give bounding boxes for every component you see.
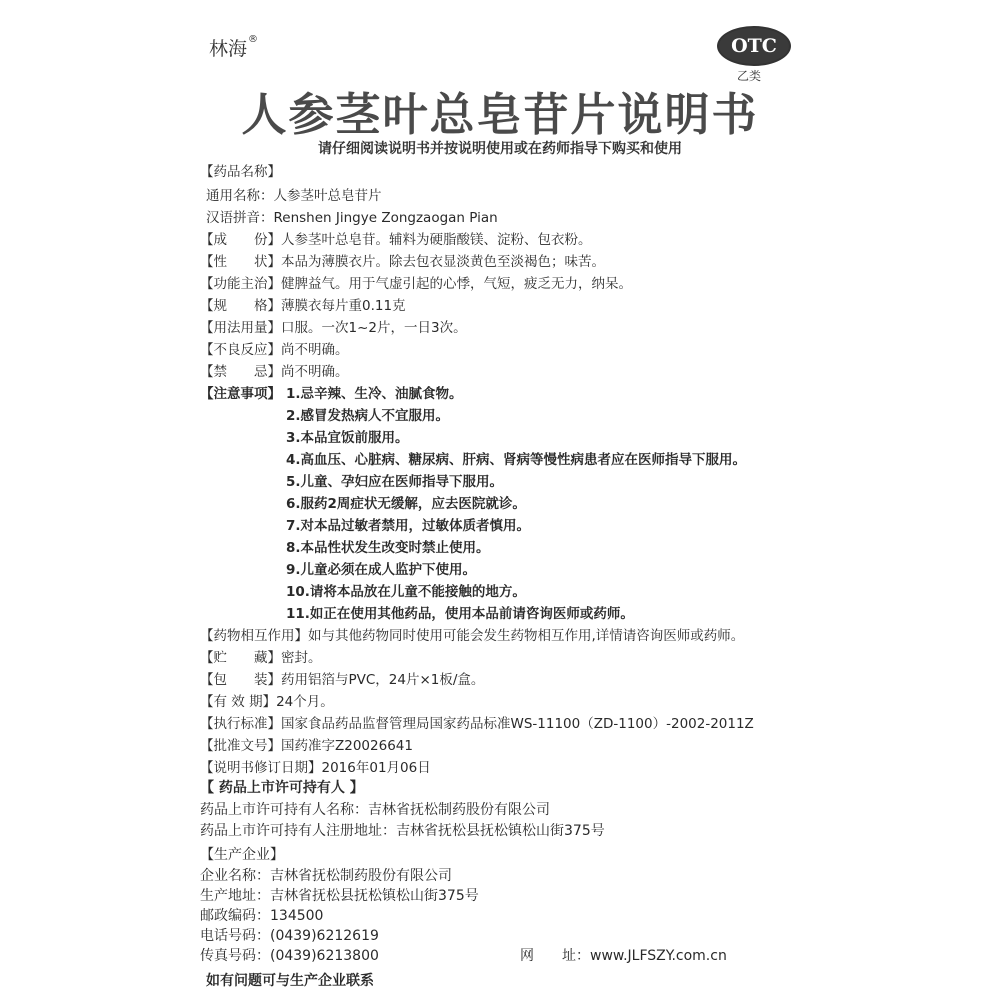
holder-heading: 【 药品上市许可持有人 】 (200, 780, 364, 796)
character-value: 本品为薄膜衣片。除去包衣显淡黄色至淡褐色；味苦。 (281, 254, 605, 270)
character-label: 【性 状】 (200, 254, 281, 270)
function-row (200, 274, 632, 294)
phone-label: 电话号码： (200, 928, 270, 944)
phone-row (200, 926, 379, 946)
storage-row (200, 648, 322, 668)
web-label: 网 址： (520, 948, 590, 964)
web-value: www.JLFSZY.com.cn (590, 948, 727, 964)
note-item-9: 9.儿童必须在成人监护下使用。 (286, 562, 477, 578)
function-label: 【功能主治】 (200, 276, 281, 292)
postcode-row (200, 906, 323, 926)
adverse-value: 尚不明确。 (281, 342, 349, 358)
usage-value: 口服。一次1~2片，一日3次。 (281, 320, 467, 336)
company-row (200, 866, 452, 886)
producer-heading: 【生产企业】 (200, 847, 284, 863)
spec-label: 【规 格】 (200, 298, 281, 314)
holder-address-row (200, 821, 605, 841)
notes-heading: 【注意事项】 (200, 386, 281, 402)
registered-mark: ® (248, 34, 259, 45)
company-value: 吉林省抚松制药股份有限公司 (270, 868, 452, 884)
holder-name-label: 药品上市许可持有人名称： (200, 802, 368, 818)
package-row (200, 670, 484, 690)
pinyin-label: 汉语拼音： (206, 210, 274, 226)
approval-label: 【批准文号】 (200, 738, 281, 754)
approval-value: 国药准字Z20026641 (281, 738, 413, 754)
fax-row (200, 946, 379, 966)
validity-label: 【有 效 期】 (200, 694, 277, 710)
otc-badge: OTC (717, 26, 791, 66)
revision-value: 2016年01月06日 (321, 760, 431, 776)
note-item-3: 3.本品宜饭前服用。 (286, 430, 409, 446)
note-item-2: 2.感冒发热病人不宜服用。 (286, 408, 450, 424)
holder-name-value: 吉林省抚松制药股份有限公司 (368, 802, 550, 818)
package-label: 【包 装】 (200, 672, 281, 688)
brand-name: 林海 (209, 38, 248, 60)
interaction-row (200, 626, 744, 646)
standard-label: 【执行标准】 (200, 716, 281, 732)
note-item-4: 4.高血压、心脏病、糖尿病、肝病、肾病等慢性病患者应在医师指导下服用。 (286, 452, 747, 468)
note-item-11: 11.如正在使用其他药品，使用本品前请咨询医师或药师。 (286, 606, 634, 622)
address-row (200, 886, 479, 906)
contra-row (200, 362, 349, 382)
spec-row (200, 296, 406, 316)
revision-label: 【说明书修订日期】 (200, 760, 322, 776)
standard-row (200, 714, 754, 734)
storage-value: 密封。 (281, 650, 322, 666)
phone-value: (0439)6212619 (270, 928, 379, 944)
note-item-6: 6.服药2周症状无缓解，应去医院就诊。 (286, 496, 526, 512)
usage-row (200, 318, 467, 338)
storage-label: 【贮 藏】 (200, 650, 281, 666)
adverse-label: 【不良反应】 (200, 342, 281, 358)
revision-row (200, 758, 431, 778)
otc-class-label: 乙类 (737, 69, 762, 83)
note-item-8: 8.本品性状发生改变时禁止使用。 (286, 540, 490, 556)
composition-label: 【成 份】 (200, 232, 281, 248)
address-value: 吉林省抚松县抚松镇松山街375号 (270, 888, 479, 904)
company-label: 企业名称： (200, 868, 270, 884)
address-label: 生产地址： (200, 888, 270, 904)
interaction-label: 【药物相互作用】 (200, 628, 308, 644)
fax-label: 传真号码： (200, 948, 270, 964)
spec-value: 薄膜衣每片重0.11克 (281, 298, 406, 314)
fax-value: (0439)6213800 (270, 948, 379, 964)
contra-label: 【禁 忌】 (200, 364, 281, 380)
document-subtitle: 请仔细阅读说明书并按说明使用或在药师指导下购买和使用 (318, 141, 682, 157)
contra-value: 尚不明确。 (281, 364, 349, 380)
adverse-row (200, 340, 349, 360)
document-title: 人参茎叶总皂苷片说明书 (241, 88, 759, 141)
drug-name-heading: 【药品名称】 (200, 164, 281, 180)
validity-value: 24个月。 (276, 694, 334, 710)
generic-name-value: 人参茎叶总皂苷片 (273, 188, 382, 204)
web-row (520, 946, 727, 966)
usage-label: 【用法用量】 (200, 320, 281, 336)
postcode-value: 134500 (270, 908, 324, 924)
composition-value: 人参茎叶总皂苷。辅料为硬脂酸镁、淀粉、包衣粉。 (281, 232, 592, 248)
package-value: 药用铝箔与PVC，24片×1板/盒。 (281, 672, 485, 688)
pinyin-value: Renshen Jingye Zongzaogan Pian (273, 210, 498, 226)
composition-row (200, 230, 592, 250)
function-value: 健脾益气。用于气虚引起的心悸，气短，疲乏无力，纳呆。 (281, 276, 632, 292)
character-row (200, 252, 605, 272)
validity-row (200, 692, 334, 712)
note-item-10: 10.请将本品放在儿童不能接触的地方。 (286, 584, 526, 600)
generic-name-row (206, 186, 382, 206)
generic-name-label: 通用名称： (206, 188, 274, 204)
note-item-1: 1.忌辛辣、生冷、油腻食物。 (286, 386, 463, 402)
pinyin-row (206, 208, 498, 228)
footer-contact-note: 如有问题可与生产企业联系 (206, 973, 374, 989)
postcode-label: 邮政编码： (200, 908, 270, 924)
interaction-value: 如与其他药物同时使用可能会发生药物相互作用,详情请咨询医师或药师。 (308, 628, 745, 644)
holder-name-row (200, 800, 550, 820)
note-item-7: 7.对本品过敏者禁用，过敏体质者慎用。 (286, 518, 531, 534)
holder-address-label: 药品上市许可持有人注册地址： (200, 823, 396, 839)
standard-value: 国家食品药品监督管理局国家药品标准WS-11100（ZD-1100）-2002-2011Z (281, 716, 754, 732)
approval-row (200, 736, 413, 756)
holder-address-value: 吉林省抚松县抚松镇松山街375号 (396, 823, 605, 839)
note-item-5: 5.儿童、孕妇应在医师指导下服用。 (286, 474, 504, 490)
